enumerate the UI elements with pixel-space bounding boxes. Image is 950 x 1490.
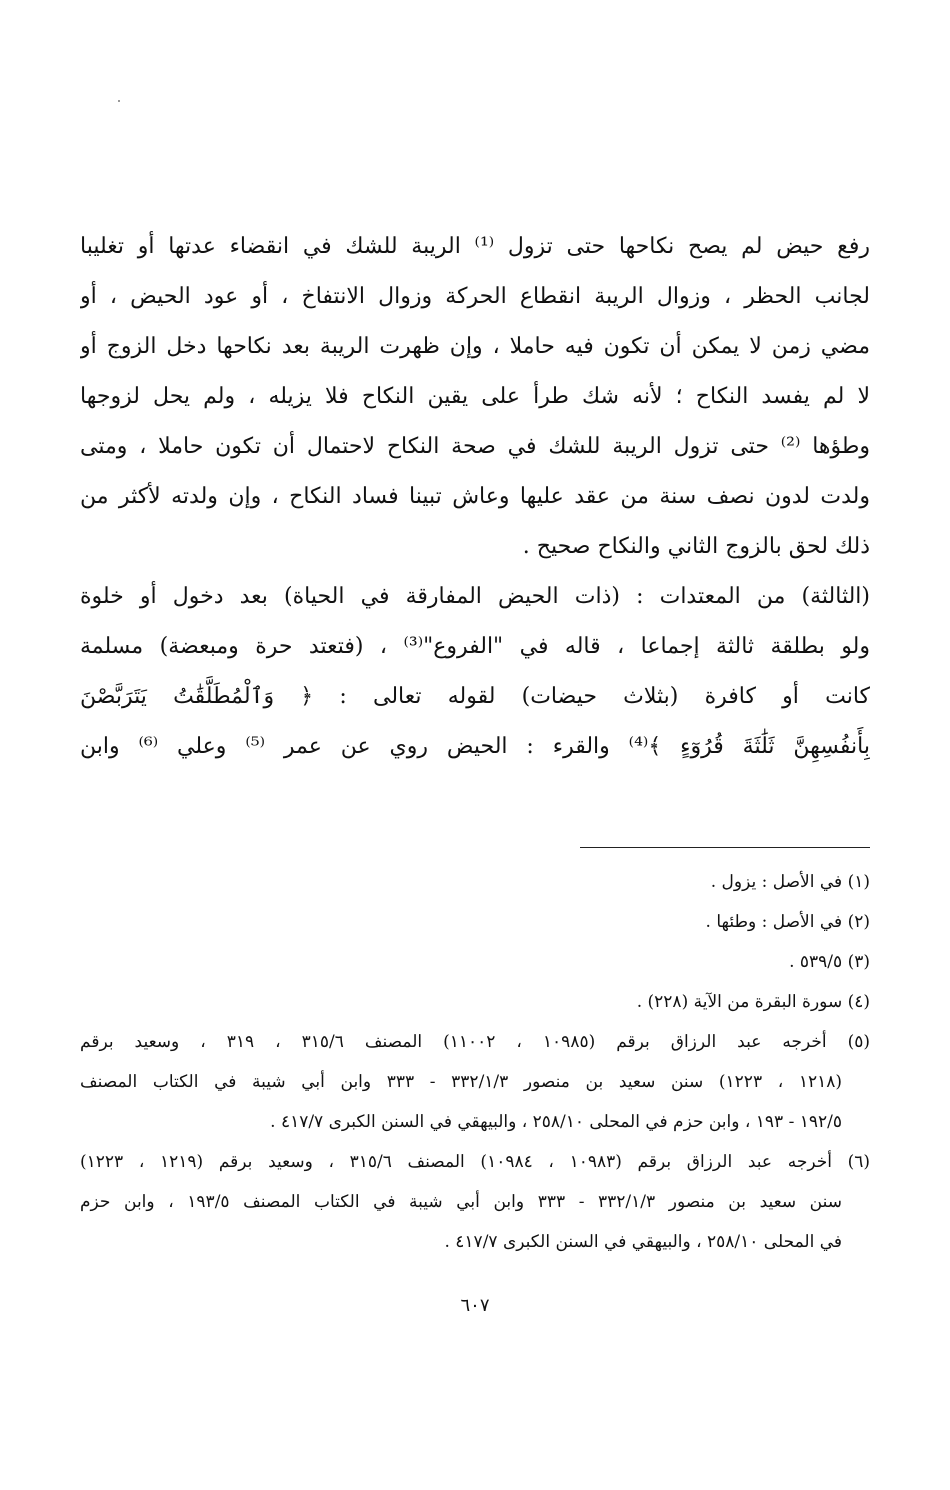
text-line: لا لم يفسد النكاح ؛ لأنه شك طرأ على يقين النكاح فلا يزيله ، ولم يحل لزوجها: [80, 384, 870, 409]
footnote-divider: [580, 847, 870, 848]
footnote-line: (٣) ٥٣٩/٥ .: [789, 952, 870, 972]
text-line: ذلك لحق بالزوج الثاني والنكاح صحيح .: [522, 534, 870, 559]
footnote-line: في المحلى ٢٥٨/١٠ ، والبيهقي في السنن الكبرى ٤١٧/٧ .: [444, 1232, 842, 1252]
footnote-line: (٤) سورة البقرة من الآية (٢٢٨) .: [636, 992, 870, 1012]
footnote-line: سنن سعيد بن منصور ٣٣٢/١/٣ - ٣٣٣ وابن أبي شيبة في الكتاب المصنف ١٩٣/٥ ، وابن حزم: [80, 1192, 842, 1212]
text-line: وطؤها ⁽²⁾ حتى تزول الريبة للشك في صحة النكاح لاحتمال أن تكون حاملا ، ومتى: [80, 434, 870, 459]
footnote-line: (٢) في الأصل : وطئها .: [705, 912, 870, 932]
footnote-line: (٥) أخرجه عبد الرزاق برقم (١٠٩٨٥ ، ١١٠٠٢) المصنف ٣١٥/٦ ، ٣١٩ ، وسعيد برقم: [80, 1032, 870, 1052]
text-line: (الثالثة) من المعتدات : (ذات الحيض المفارقة في الحياة) بعد دخول أو خلوة: [80, 584, 870, 609]
footnote-line: (٦) أخرجه عبد الرزاق برقم (١٠٩٨٣ ، ١٠٩٨٤) المصنف ٣١٥/٦ ، وسعيد برقم (١٢١٩ ، ١٢٢٣): [80, 1152, 870, 1172]
main-text: [80, 222, 870, 772]
footnotes: [80, 862, 870, 1262]
footnote-line: (١٢١٨ ، ١٢٢٣) سنن سعيد بن منصور ٣٣٢/١/٣ - ٣٣٣ وابن أبي شيبة في الكتاب المصنف: [80, 1072, 843, 1092]
text-line: لجانب الحظر ، وزوال الريبة انقطاع الحركة وزوال الانتفاخ ، أو عود الحيض ، أو: [80, 284, 870, 309]
text-line: ولدت لدون نصف سنة من عقد عليها وعاش تبينا فساد النكاح ، وإن ولدته لأكثر من: [80, 484, 870, 509]
footnote-line: (١) في الأصل : يزول .: [710, 872, 870, 892]
text-line: ولو بطلقة ثالثة إجماعا ، قاله في "الفروع"⁽³⁾ ، (فتعتد حرة ومبعضة) مسلمة: [80, 634, 870, 659]
scan-speck: [118, 100, 120, 102]
text-line: رفع حيض لم يصح نكاحها حتى تزول ⁽¹⁾ الريبة للشك في انقضاء عدتها أو تغليبا: [80, 234, 870, 259]
text-line: بِأَنفُسِهِنَّ ثَلَٰثَةَ قُرُوٓءٍ ﴾⁽⁴⁾ والقرء : الحيض روي عن عمر ⁽⁵⁾ وعلي ⁽⁶⁾ وابن: [80, 734, 870, 759]
text-line: مضي زمن لا يمكن أن تكون فيه حاملا ، وإن ظهرت الريبة بعد نكاحها دخل الزوج أو: [80, 334, 870, 359]
footnote-line: ١٩٢/٥ - ١٩٣ ، وابن حزم في المحلى ٢٥٨/١٠ ، والبيهقي في السنن الكبرى ٤١٧/٧ .: [270, 1112, 842, 1132]
text-line: كانت أو كافرة (بثلاث حيضات) لقوله تعالى : ﴿ وَٱلْمُطَلَّقَٰتُ يَتَرَبَّصْنَ: [80, 684, 870, 709]
page-number: ٦٠٧: [460, 1295, 490, 1316]
